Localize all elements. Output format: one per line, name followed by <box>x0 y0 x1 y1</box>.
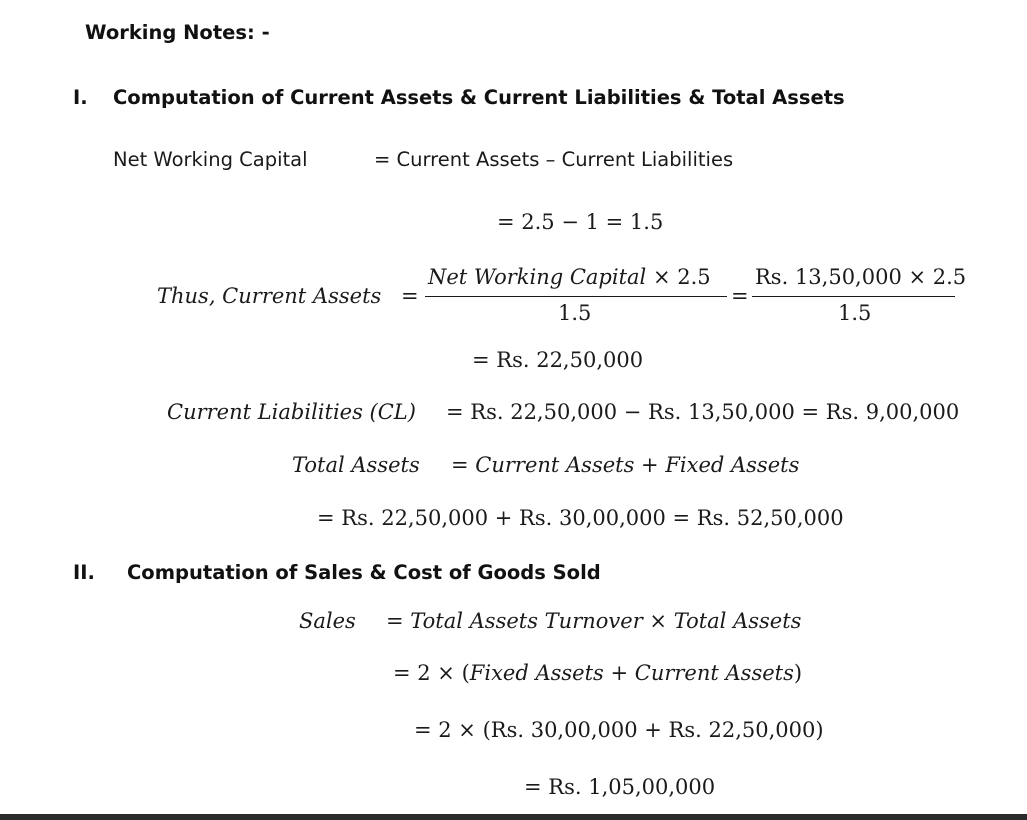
total-assets-definition: = Current Assets + Fixed Assets <box>451 453 800 477</box>
nwc-definition: = Current Assets – Current Liabilities <box>374 148 734 171</box>
sales-definition: = Total Assets Turnover × Total Assets <box>386 609 802 633</box>
fraction-2-numerator: Rs. 13,50,000 × 2.5 <box>755 265 967 289</box>
fraction-1-numerator <box>428 265 711 289</box>
fraction-2-bar <box>752 296 955 297</box>
page-bottom-border <box>0 814 1027 820</box>
working-notes-heading: Working Notes: - <box>85 21 270 44</box>
section-2-title: Computation of Sales & Cost of Goods Sold <box>127 561 601 584</box>
equals-sign: = <box>401 284 419 308</box>
sales-step-1-suffix: ) <box>793 661 803 685</box>
current-liabilities-calc: = Rs. 22,50,000 − Rs. 13,50,000 = Rs. 9,00,000 <box>446 400 960 424</box>
total-assets-calc: = Rs. 22,50,000 + Rs. 30,00,000 = Rs. 52,50,000 <box>317 506 844 530</box>
total-assets-label: Total Assets <box>292 453 420 477</box>
fraction-1-numerator-text: Net Working Capital <box>428 265 647 289</box>
fraction-2-denominator: 1.5 <box>838 301 872 325</box>
fraction-1-denominator: 1.5 <box>558 301 592 325</box>
fraction-1-bar <box>425 296 727 297</box>
section-2-numeral: II. <box>73 561 95 584</box>
sales-step-1-terms: Fixed Assets + Current Assets <box>469 661 794 685</box>
sales-step-2: = 2 × (Rs. 30,00,000 + Rs. 22,50,000) <box>414 718 824 742</box>
nwc-ratio: = 2.5 − 1 = 1.5 <box>497 210 664 234</box>
sales-result: = Rs. 1,05,00,000 <box>524 775 716 799</box>
nwc-label: Net Working Capital <box>113 148 308 171</box>
sales-label: Sales <box>299 609 356 633</box>
current-liabilities-label: Current Liabilities (CL) <box>167 400 416 424</box>
section-1-numeral: I. <box>73 86 88 109</box>
current-assets-label: Thus, Current Assets <box>157 284 382 308</box>
current-assets-result: = Rs. 22,50,000 <box>472 348 644 372</box>
fraction-1-numerator-multiplier: × 2.5 <box>652 265 711 289</box>
sales-step-1-prefix: = 2 × ( <box>393 661 470 685</box>
section-1-title: Computation of Current Assets & Current Liabilities & Total Assets <box>113 86 845 109</box>
sales-step-1 <box>393 661 802 685</box>
equals-sign-2: = <box>731 284 749 308</box>
